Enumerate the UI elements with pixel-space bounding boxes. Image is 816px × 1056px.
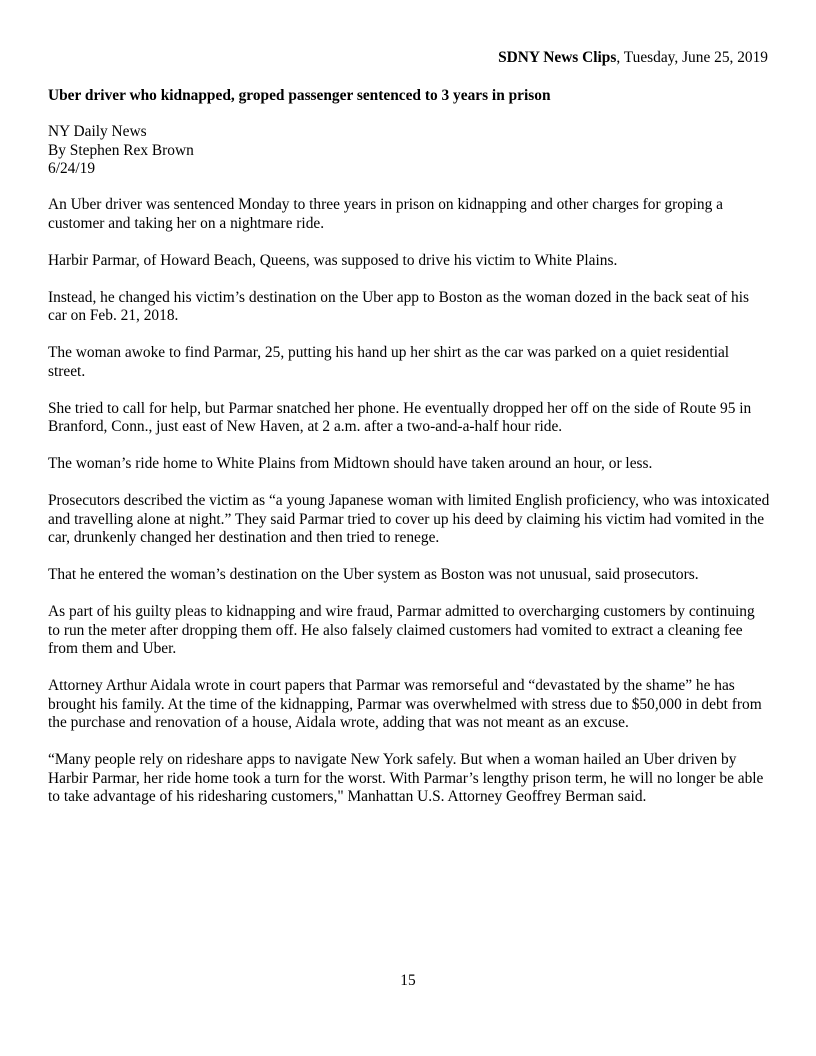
article-paragraph: She tried to call for help, but Parmar snatched her phone. He eventually dropped her off on the side of Route 95 in Branford, Conn., just east of New Haven, at 2 a.m. after a two-and-a-half hour ride. [48, 399, 752, 435]
article-paragraph: The woman’s ride home to White Plains from Midtown should have taken around an hour, or less. [48, 455, 653, 472]
article-paragraph: Attorney Arthur Aidala wrote in court papers that Parmar was remorseful and “devastated by the shame” he has brought his family. At the time of the kidnapping, Parmar was overwhelmed with stress due to $50,000 in debt from the purchase and renovation of a house, Aidala wrote, adding that was not meant as an excuse. [48, 677, 762, 731]
page-header [498, 49, 768, 68]
article-paragraph: That he entered the woman’s destination on the Uber system as Boston was not unusual, said prosecutors. [48, 566, 699, 583]
article-paragraph: An Uber driver was sentenced Monday to three years in prison on kidnapping and other charges for groping a customer and taking her on a nightmare ride. [48, 196, 724, 232]
article-paragraph: Harbir Parmar, of Howard Beach, Queens, was supposed to drive his victim to White Plains. [48, 251, 618, 269]
article-body [48, 196, 770, 825]
article-paragraph: Prosecutors described the victim as “a young Japanese woman with limited English proficiency, who was intoxicated and travelling alone at night.” They said Parmar tried to cover up his deed by claiming his victim had vomited in the car, drunkenly changed her destination and then tried to renege. [48, 492, 770, 546]
header-publication: SDNY News Clips [498, 49, 617, 66]
article-paragraph: Instead, he changed his victim’s destination on the Uber app to Boston as the woman dozed in the back seat of his car on Feb. 21, 2018. [48, 288, 749, 324]
page-number: 15 [400, 972, 416, 989]
article-paragraph: The woman awoke to find Parmar, 25, putting his hand up her shirt as the car was parked on a quiet residential street. [48, 344, 730, 380]
article-paragraph: As part of his guilty pleas to kidnapping and wire fraud, Parmar admitted to overcharging customers by continuing to run the meter after dropping them off. He also falsely claimed customers had vomited to extract a cleaning fee from them and Uber. [48, 603, 755, 657]
article-date: 6/24/19 [48, 160, 96, 177]
article-paragraph: “Many people rely on rideshare apps to navigate New York safely. But when a woman hailed an Uber driven by Harbir Parmar, her ride home took a turn for the worst. With Parmar’s lengthy prison term, he will no longer be able to take advantage of his ridesharing customers," Manhattan U.S. Attorney Geoffrey Berman said. [48, 751, 764, 805]
article-source-block [48, 123, 194, 179]
article-byline: By Stephen Rex Brown [48, 141, 194, 159]
article-title: Uber driver who kidnapped, groped passenger sentenced to 3 years in prison [48, 87, 551, 104]
header-date: , Tuesday, June 25, 2019 [616, 49, 768, 66]
article-source: NY Daily News [48, 123, 147, 140]
